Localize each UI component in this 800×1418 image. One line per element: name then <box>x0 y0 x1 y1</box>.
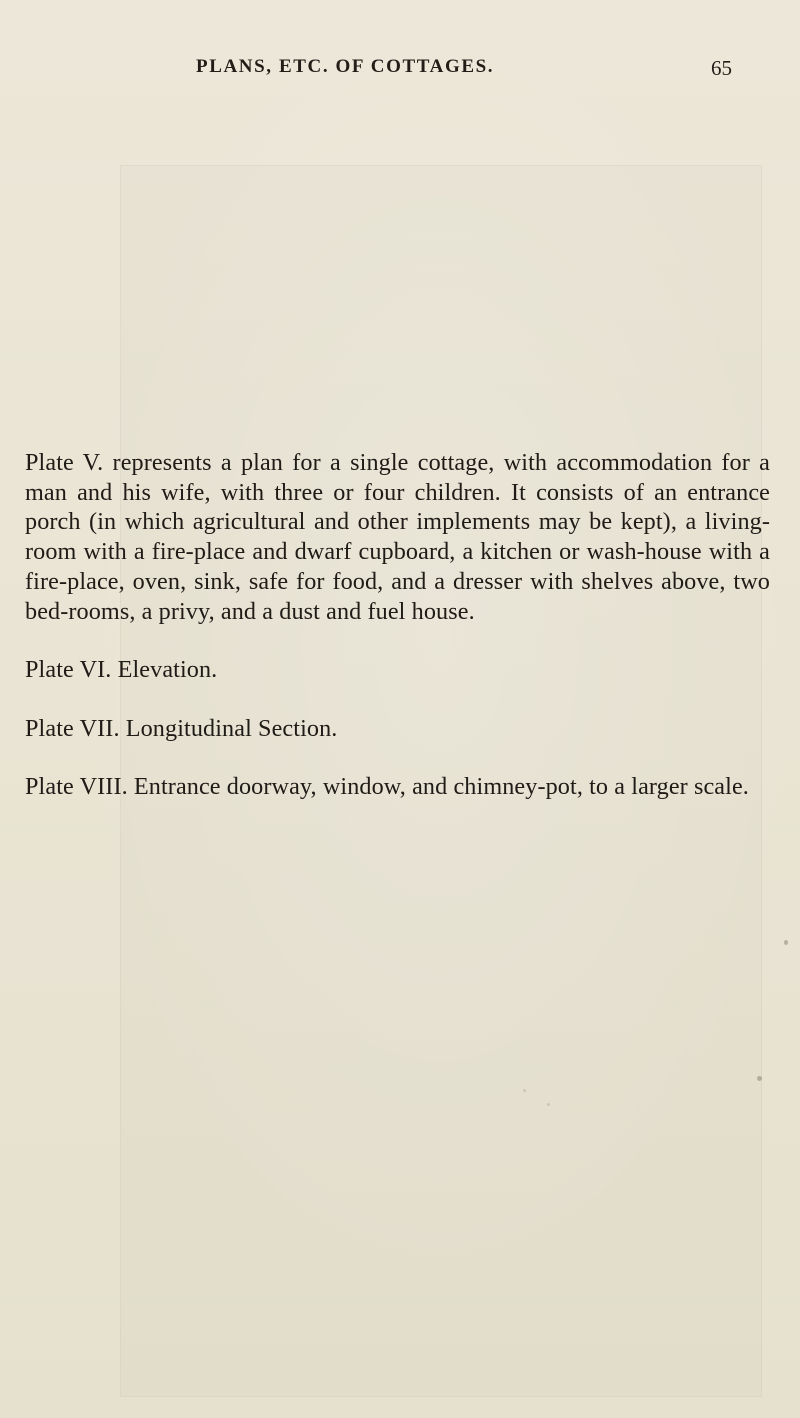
body-text <box>25 448 770 801</box>
page-number: 65 <box>711 56 732 80</box>
running-title: PLANS, ETC. OF COTTAGES. <box>196 56 495 77</box>
paragraph-plate-vii: Plate VII. Longitudinal Section. <box>25 714 338 742</box>
paper-speck <box>547 1103 550 1106</box>
paragraph-plate-viii: Plate VIII. Entrance doorway, window, and chimney-pot, to a larger scale. <box>25 772 749 800</box>
paper-speck <box>784 940 788 945</box>
paper-speck <box>523 1089 526 1092</box>
paragraph-plate-vi: Plate VI. Elevation. <box>25 656 218 684</box>
paragraph-plate-v: Plate V. represents a plan for a single cottage, with accommodation for a man and his wife, with three or four children. It consists of an entrance porch (in which agricultural and other implements may be kept), a living-room with a fire-place and dwarf cupboard, a kitchen or wash-house with a fire-place, oven, sink, safe for food, and a dresser with shelves above, two bed-rooms, a privy, and a dust and fuel house. <box>25 449 770 625</box>
paper-speck <box>757 1076 762 1081</box>
